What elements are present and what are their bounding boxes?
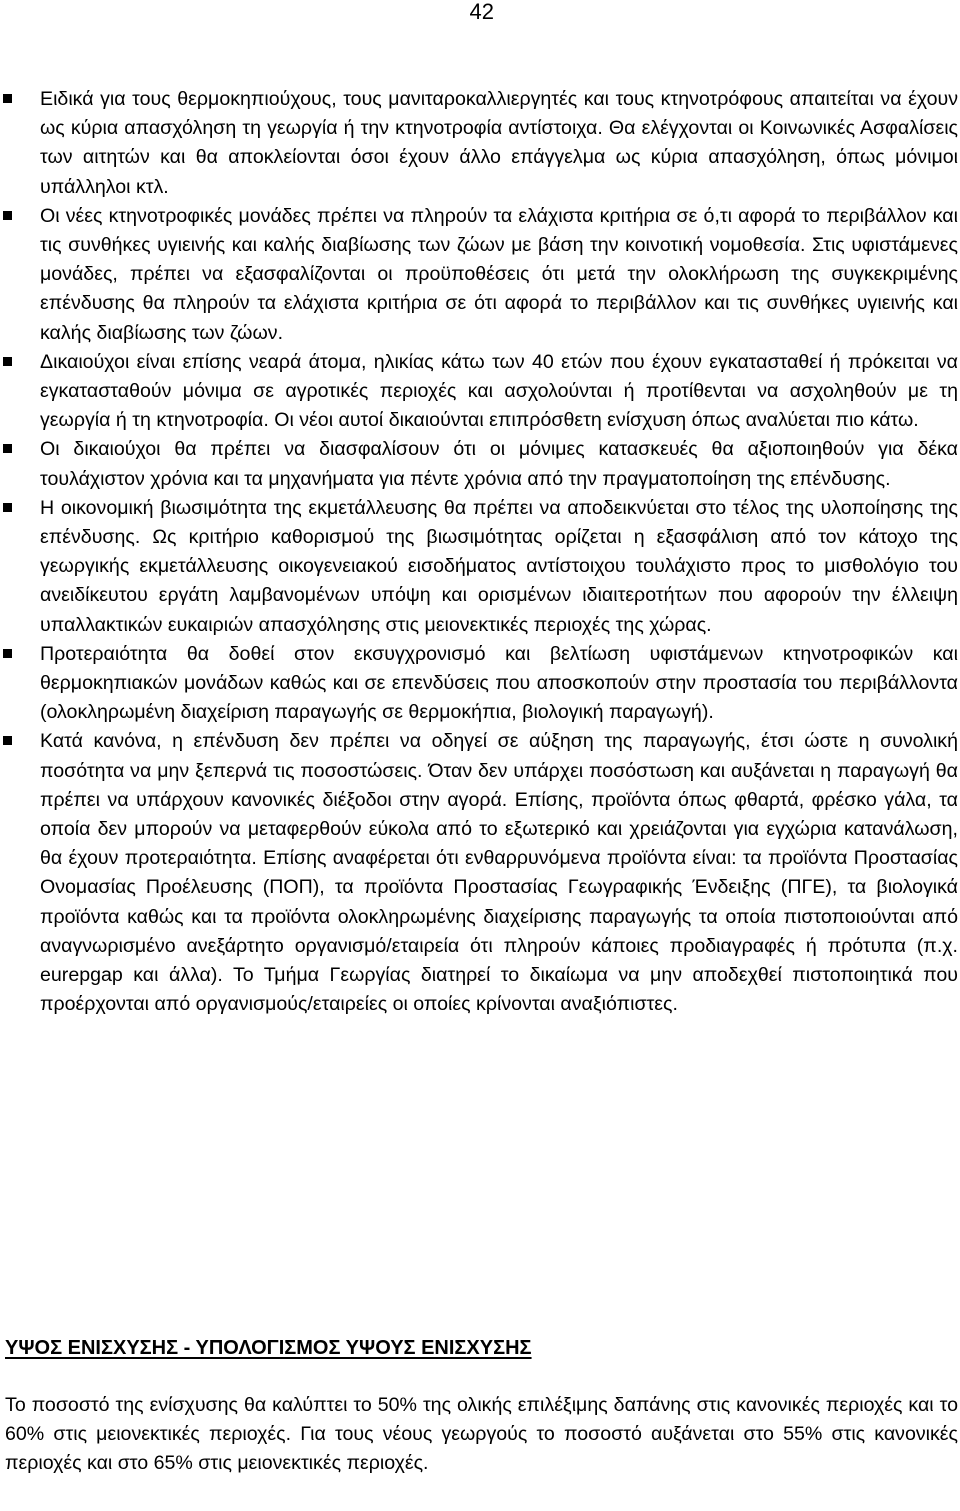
- bullet-item: [0, 640, 960, 728]
- page-number: 42: [469, 0, 494, 24]
- bullet-item: [0, 85, 960, 202]
- square-bullet-icon: [3, 211, 12, 220]
- subsidy-rate-paragraph: Το ποσοστό της ενίσχυσης θα καλύπτει το 50% της ολικής επιλέξιμης δαπάνης στις κανονικές περιοχές και το 60% στις μειονεκτικές περιοχές. Για τους νέους γεωργούς το ποσοστό αυξάνεται στο 55% στις κανονικές περιοχές και στο 65% στις μειονεκτικές περιοχές.: [5, 1394, 958, 1475]
- square-bullet-icon: [3, 444, 12, 453]
- square-bullet-icon: [3, 649, 12, 658]
- bullet-item: [0, 202, 960, 348]
- bullet-item: [0, 727, 960, 1019]
- bullet-text: Οι νέες κτηνοτροφικές μονάδες πρέπει να πληρούν τα ελάχιστα κριτήρια σε ό,τι αφορά το περιβάλλον και τις συνθήκες υγιεινής και καλής διαβίωσης των ζώων με βάση την κοινοτική νομοθεσία. Στις υφιστάμενες μονάδες, πρέπει να εξασφαλίζονται οι προϋποθέσεις ότι μετά την ολοκλήρωση της συγκεκριμένης επένδυσης θα πληρούν τα ελάχιστα κριτήρια σε ότι αφορά το περιβάλλον και τις συνθήκες υγιεινής και καλής διαβίωσης των ζώων.: [40, 204, 958, 344]
- criteria-bullet-list: [0, 85, 960, 1020]
- bullet-text: Δικαιούχοι είναι επίσης νεαρά άτομα, ηλικίας κάτω των 40 ετών που έχουν εγκατασταθεί ή πρόκειται να εγκατασταθούν μόνιμα σε αγροτικές περιοχές και ασχολούνται ή προτίθενται να ασχοληθούν με τη γεωργία ή τη κτηνοτροφία. Οι νέοι αυτοί δικαιούνται επιπρόσθετη ενίσχυση όπως αναλύεται πιο κάτω.: [40, 350, 958, 432]
- square-bullet-icon: [3, 357, 12, 366]
- square-bullet-icon: [3, 503, 12, 512]
- bullet-item: [0, 348, 960, 436]
- bullet-text: Προτεραιότητα θα δοθεί στον εκσυγχρονισμό και βελτίωση υφιστάμενων κτηνοτροφικών και θερμοκηπιακών μονάδων καθώς και σε επενδύσεις που αποσκοπούν στην προστασία του περιβάλλοντα (ολοκληρωμένη διαχείριση παραγωγής σε θερμοκήπια, βιολογική παραγωγή).: [40, 642, 958, 724]
- bullet-text: Οι δικαιούχοι θα πρέπει να διασφαλίσουν ότι οι μόνιμες κατασκευές θα αξιοποιηθούν για δέκα τουλάχιστον χρόνια και τα μηχανήματα για πέντε χρόνια από την πραγματοποίηση της επένδυσης.: [40, 438, 958, 490]
- square-bullet-icon: [3, 94, 12, 103]
- bullet-text: Κατά κανόνα, η επένδυση δεν πρέπει να οδηγεί σε αύξηση της παραγωγής, έτσι ώστε η συνολική ποσότητα να μην ξεπερνά τις ποσοστώσεις. Όταν δεν υπάρχει ποσόστωση και αυξάνεται η παραγωγή θα πρέπει να υπάρχουν κανονικές διέξοδοι στην αγορά. Επίσης, προϊόντα όπως φθαρτά, φρέσκο γάλα, τα οποία δεν μπορούν να μεταφερθούν εύκολα από το εξωτερικό και χρειάζονται για εγχώρια κατανάλωση, θα έχουν προτεραιότητα. Επίσης αναφέρεται ότι ενθαρρυνόμενα προϊόντα είναι: τα προϊόντα Προστασίας Ονομασίας Προέλευσης (ΠΟΠ), τα προϊόντα Προστασίας Γεωγραφικής Ένδειξης (ΠΓΕ), τα βιολογικά προϊόντα καθώς και τα προϊόντα ολοκληρωμένης διαχείρισης παραγωγής τα οποία πιστοποιούνται από αναγνωρισμένο ανεξάρτητο οργανισμό/εταιρεία ότι πληρούν κάποιες προδιαγραφές ή πρότυπα (π.χ. eurepgap και άλλα). Το Τμήμα Γεωργίας διατηρεί το δικαίωμα να μην αποδεχθεί πιστοποιητικά που προέρχονται από οργανισμούς/εταιρείες οι οποίες κρίνονται αναξιόπιστες.: [40, 730, 958, 1016]
- bullet-item: [0, 494, 960, 640]
- bullet-text: Η οικονομική βιωσιμότητα της εκμετάλλευσης θα πρέπει να αποδεικνύεται στο τέλος της υλοποίησης της επένδυσης. Ως κριτήριο καθορισμού της βιωσιμότητας ορίζεται η εξασφάλιση από τον κάτοχο της γεωργικής εκμετάλλευσης οικογενειακού εισοδήματος αντίστοιχου τουλάχιστο προς το μισθολόγιο του ανειδίκευτου εργάτη λαμβανομένων υπόψη και ορισμένων ιδιαιτεροτήτων που αφορούν την έλλειψη υπαλλακτικών ευκαιριών απασχόλησης στις μειονεκτικές περιοχές της χώρας.: [40, 496, 958, 636]
- square-bullet-icon: [3, 736, 12, 745]
- bullet-item: [0, 435, 960, 493]
- bullet-text: Ειδικά για τους θερμοκηπιούχους, τους μανιταροκαλλιεργητές και τους κτηνοτρόφους απαιτείται να έχουν ως κύρια απασχόληση τη γεωργία ή την κτηνοτροφία αντίστοιχα. Θα ελέγχονται οι Κοινωνικές Ασφαλίσεις των αιτητών και θα αποκλείονται όσοι έχουν άλλο επάγγελμα ως κύρια απασχόληση, όπως μόνιμοι υπάλληλοι κτλ.: [40, 88, 958, 198]
- section-heading: ΥΨΟΣ ΕΝΙΣΧΥΣΗΣ - ΥΠΟΛΟΓΙΣΜΟΣ ΥΨΟΥΣ ΕΝΙΣΧΥΣΗΣ: [5, 1337, 532, 1359]
